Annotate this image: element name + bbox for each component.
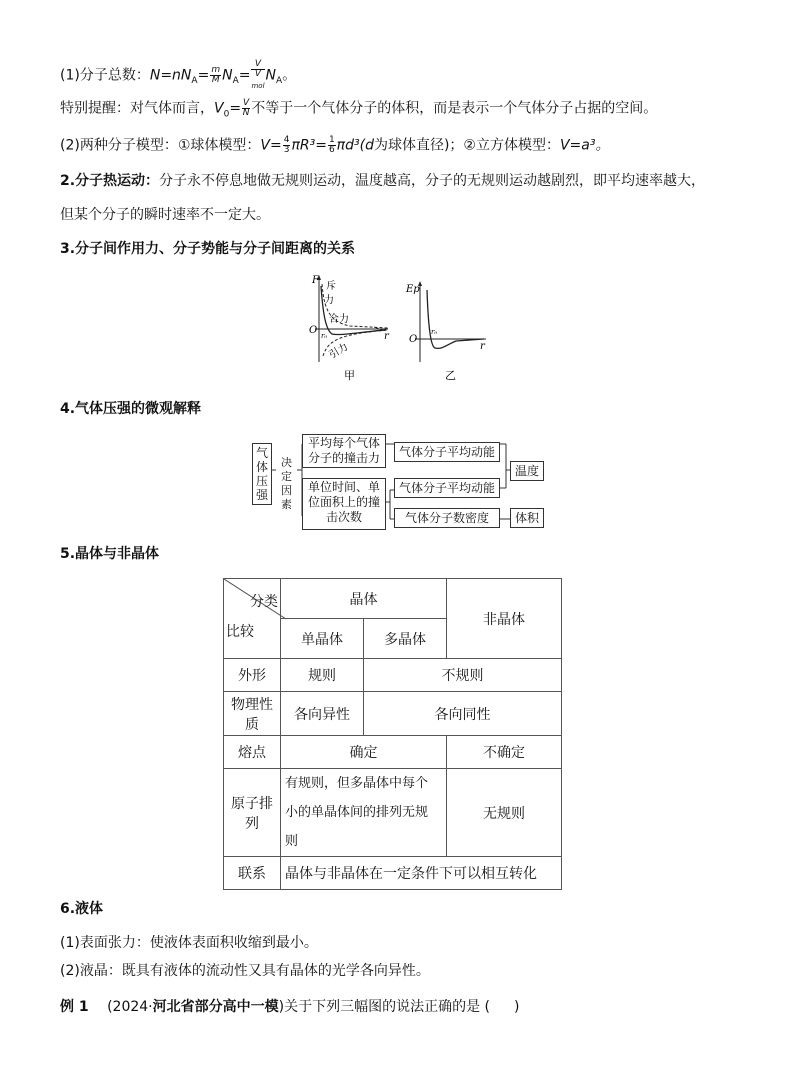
special-note xyxy=(60,99,657,123)
item2-pid: πd³( xyxy=(336,137,366,154)
cell-melting-non: 不确定 xyxy=(447,736,562,769)
item2-cube: V=a³。 xyxy=(559,137,610,154)
repulsion-label-1: 斥 xyxy=(326,281,336,292)
r0-label: r₀ xyxy=(321,332,328,340)
liquid-crystal-line: (2)液晶：既具有液体的流动性又具有晶体的光学各向异性。 xyxy=(60,963,430,979)
eq2: = xyxy=(238,67,251,84)
item2-v: V= xyxy=(260,137,282,154)
frac-den xyxy=(251,70,264,91)
axis-label-Ep: Ep xyxy=(406,284,420,295)
frac-den: 6 xyxy=(328,145,335,155)
section2-title: 2.分子热运动： xyxy=(60,173,160,189)
note-prefix: 特别提醒：对气体而言， xyxy=(60,100,214,117)
frac-den-sub: mol xyxy=(251,81,265,90)
row-label-atom-arrangement: 原子排列 xyxy=(224,769,281,857)
caption-yi: 乙 xyxy=(445,369,456,382)
row-label-relation: 联系 xyxy=(224,857,281,890)
item1-mid: N xyxy=(222,67,233,84)
fraction-4-3 xyxy=(283,136,291,155)
header-single-crystal: 单晶体 xyxy=(281,619,364,659)
table-corner-cell xyxy=(224,579,281,659)
frac-den-v: V xyxy=(254,69,262,79)
note-suffix: 不等于一个气体分子的体积，而是表示一个气体分子占据的空间。 xyxy=(251,100,658,117)
fraction-V-over-Vmol xyxy=(251,60,264,91)
atom-crystal-line1: 有规则，但多晶体中每个 xyxy=(285,776,429,791)
cell-physical-single: 各向异性 xyxy=(281,692,364,736)
item1-period: 。 xyxy=(282,67,297,84)
cell-relation: 晶体与非晶体在一定条件下可以相互转化 xyxy=(281,857,562,890)
example-source-post: )关于下列三幅图的说法正确的是 ( xyxy=(278,999,490,1015)
caption-jia: 甲 xyxy=(344,369,355,382)
frac-den: M xyxy=(211,74,220,85)
axis-label-r: r xyxy=(480,341,485,352)
potential-curve xyxy=(427,290,484,348)
resultant-label: 合力 xyxy=(329,314,349,325)
example-source: 河北省部分高中一模 xyxy=(152,999,279,1015)
row-label-shape: 外形 xyxy=(224,659,281,692)
item1-lhs: N=nN xyxy=(149,67,192,84)
section5-title: 5.晶体与非晶体 xyxy=(60,546,160,562)
fraction-1-6 xyxy=(328,136,336,155)
attraction-label: 引力 xyxy=(327,341,351,362)
frac-den: N xyxy=(242,108,250,118)
frac-num: V xyxy=(243,98,250,108)
cell-atom-crystal xyxy=(281,769,447,857)
flow-box-avg-ke-1: 气体分子平均动能 xyxy=(394,442,500,462)
axis-label-F: F xyxy=(312,275,319,286)
example-blank-close: ) xyxy=(514,999,520,1015)
section2-line2: 但某个分子的瞬时速率不一定大。 xyxy=(60,207,270,223)
axis-label-r: r xyxy=(384,331,389,342)
surface-tension-line: (1)表面张力：使液体表面积收缩到最小。 xyxy=(60,935,318,951)
section3-title: 3.分子间作用力、分子势能与分子间距离的关系 xyxy=(60,241,356,257)
flow-box-avg-ke-2: 气体分子平均动能 xyxy=(394,478,500,498)
fraction-V-over-N xyxy=(242,99,250,118)
frac-num: 1 xyxy=(328,135,335,145)
corner-bottom-label: 比较 xyxy=(226,624,254,640)
section2-line1: 分子永不停息地做无规则运动，温度越高，分子的无规则运动越剧烈，即平均速率越大， xyxy=(159,173,706,189)
flow-root-gas-pressure: 气体压强 xyxy=(252,443,272,505)
cell-physical-rest: 各向同性 xyxy=(364,692,562,736)
item2-d: d xyxy=(365,137,374,154)
frac-num: 4 xyxy=(283,135,290,145)
example-source-pre: (2024· xyxy=(107,999,153,1015)
item1-end: N xyxy=(265,67,277,84)
item1-prefix: (1)分子总数： xyxy=(60,67,150,84)
header-crystal: 晶体 xyxy=(281,579,447,619)
flow-decisive-factors: 决定因素 xyxy=(276,456,297,486)
origin-label: O xyxy=(309,325,318,336)
flow-box-density: 气体分子数密度 xyxy=(394,508,500,528)
thermal-motion-line2 xyxy=(60,206,270,224)
sub-a: A xyxy=(191,76,198,87)
origin-label: O xyxy=(409,334,418,345)
frac-num: m xyxy=(211,64,221,75)
crystal-comparison-table xyxy=(223,578,562,890)
cell-melting-crystal: 确定 xyxy=(281,736,447,769)
cell-atom-non: 无规则 xyxy=(447,769,562,857)
eq1: = xyxy=(197,67,210,84)
item2-mid: 为球体直径)；②立方体模型： xyxy=(373,137,560,154)
formula-molecule-count xyxy=(60,60,296,91)
frac-num: V xyxy=(251,60,264,70)
section6-title: 6.液体 xyxy=(60,901,104,917)
row-label-melting: 熔点 xyxy=(224,736,281,769)
note-eq: = xyxy=(229,100,242,117)
header-noncrystal: 非晶体 xyxy=(447,579,562,659)
force-distance-graph xyxy=(300,270,400,382)
frac-den: 3 xyxy=(283,145,290,155)
molecule-models xyxy=(60,136,609,155)
cell-shape-rest: 不规则 xyxy=(364,659,562,692)
potential-energy-graph xyxy=(398,270,498,382)
fraction-m-over-M xyxy=(210,66,221,85)
item2-piR: πR³= xyxy=(291,137,327,154)
atom-crystal-line2: 小的单晶体间的排列无规 xyxy=(285,805,429,820)
cell-shape-single: 规则 xyxy=(281,659,364,692)
flow-box-impact-force: 平均每个气体分子的撞击力 xyxy=(302,434,386,468)
section4-title: 4.气体压强的微观解释 xyxy=(60,401,202,417)
sub-b: A xyxy=(232,76,239,87)
thermal-motion-line1 xyxy=(60,172,705,190)
repulsion-label-2: 力 xyxy=(324,295,334,306)
note-v0-sub: 0 xyxy=(223,109,230,120)
item2-prefix: (2)两种分子模型：①球体模型： xyxy=(60,137,261,154)
corner-top-label: 分类 xyxy=(250,594,278,610)
atom-crystal-line3: 则 xyxy=(285,834,299,849)
r0-label: r₀ xyxy=(431,328,438,336)
example-1-stem xyxy=(60,996,519,1016)
example-label: 例 1 xyxy=(60,999,89,1015)
flow-box-volume: 体积 xyxy=(510,508,544,528)
sub-c: A xyxy=(276,76,283,87)
row-label-physical: 物理性质 xyxy=(224,692,281,736)
flow-box-temperature: 温度 xyxy=(510,461,544,481)
header-poly-crystal: 多晶体 xyxy=(364,619,447,659)
note-v0: V xyxy=(214,100,224,117)
flow-box-collision-count: 单位时间、单位面积上的撞击次数 xyxy=(302,478,386,530)
